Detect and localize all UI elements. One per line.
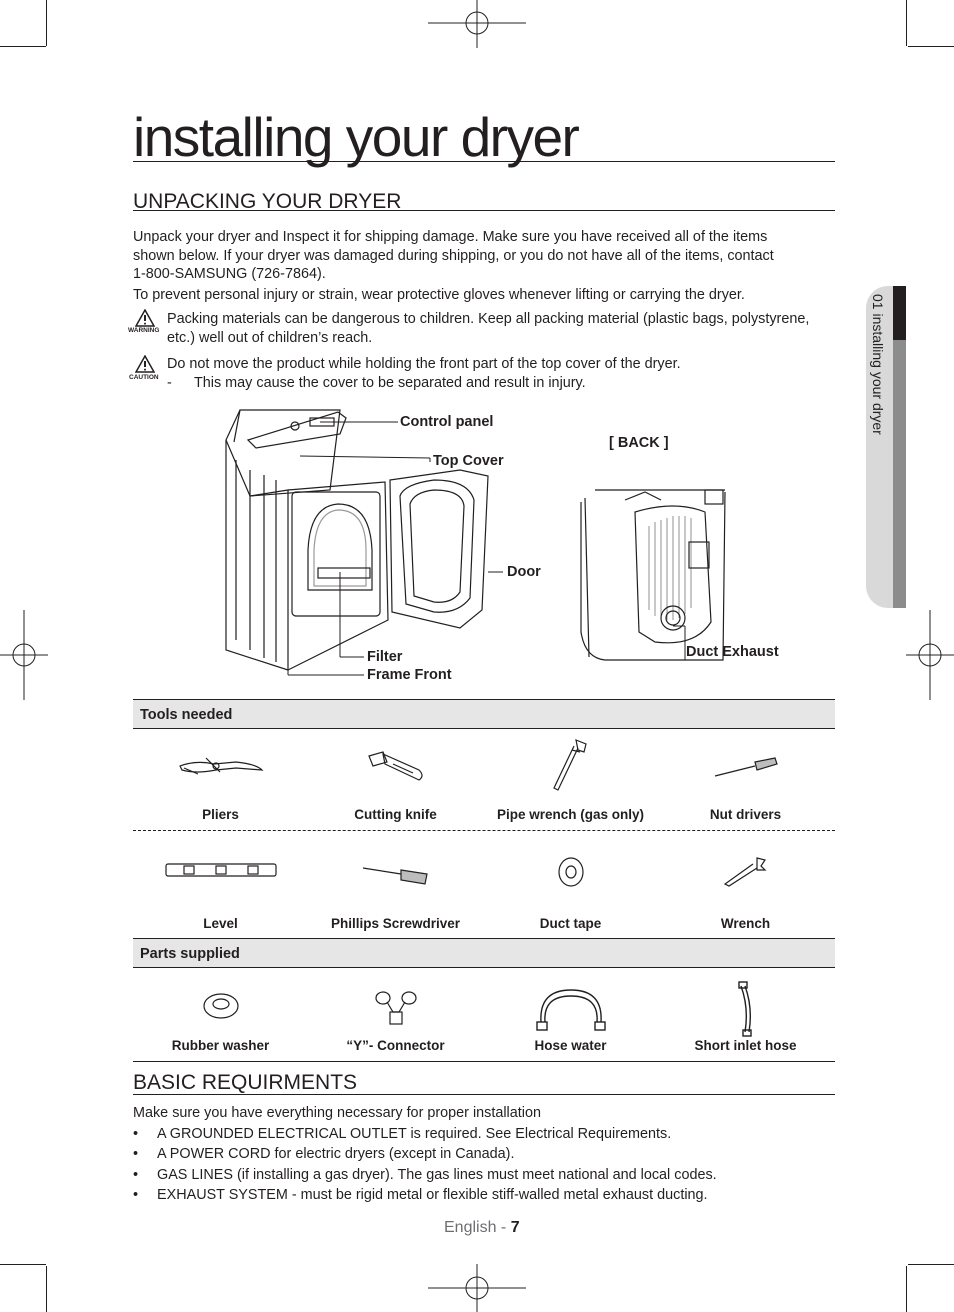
level-icon xyxy=(164,860,278,880)
phillips-screwdriver-icon xyxy=(361,862,431,888)
chapter-tab-label: 01 installing your dryer xyxy=(870,294,886,435)
parts-row xyxy=(133,968,835,1062)
y-connector-icon xyxy=(373,988,419,1028)
part-cell-short-inlet-hose xyxy=(658,968,833,1061)
part-cell-hose-water xyxy=(483,968,658,1061)
part-cell-y-connector xyxy=(308,968,483,1061)
tool-cell-nut-drivers xyxy=(658,730,833,830)
tool-cell-phillips-screwdriver xyxy=(308,832,483,938)
rubber-washer-icon xyxy=(201,990,241,1022)
pipe-wrench-icon xyxy=(546,736,596,796)
tool-cell-pipe-wrench xyxy=(483,730,658,830)
footer-language: English - xyxy=(444,1219,511,1236)
pliers-icon xyxy=(176,752,266,782)
part-label: “Y”- Connector xyxy=(346,1038,445,1053)
tool-label: Wrench xyxy=(720,916,771,931)
list-item-text: EXHAUST SYSTEM - must be rigid metal or flexible stiff-walled metal exhaust ducting. xyxy=(157,1187,708,1203)
tool-label: Pliers xyxy=(202,807,239,822)
caution-line: Do not move the product while holding the front part of the top cover of the dryer. xyxy=(167,356,681,372)
short-inlet-hose-icon xyxy=(731,980,761,1038)
tool-cell-cutting-knife xyxy=(308,730,483,830)
bullet: • xyxy=(133,1146,139,1162)
tool-label: Phillips Screwdriver xyxy=(330,916,461,931)
registration-mark-icon xyxy=(906,610,954,700)
crop-mark xyxy=(46,0,47,46)
unpacking-intro-line: Unpack your dryer and Inspect it for shipping damage. Make sure you have received all of the items xyxy=(133,229,768,245)
label-back: [ BACK ] xyxy=(609,435,669,451)
part-label: Hose water xyxy=(534,1038,607,1053)
dryer-back-illustration xyxy=(575,482,735,667)
nut-driver-icon xyxy=(711,752,781,782)
unpacking-intro-line: shown below. If your dryer was damaged during shipping, or you do not have all of the items, contact xyxy=(133,247,774,264)
tool-cell-pliers xyxy=(133,730,308,830)
crop-mark xyxy=(0,1264,46,1265)
tool-label: Cutting knife xyxy=(354,807,437,822)
warning-line: Packing materials can be dangerous to children. Keep all packing material (plastic bags, polystyrene, xyxy=(167,311,810,327)
tool-label: Nut drivers xyxy=(709,807,782,822)
tool-label: Level xyxy=(203,916,238,931)
unpacking-intro xyxy=(133,228,835,304)
label-frame-front: Frame Front xyxy=(367,667,452,683)
tool-label: Pipe wrench (gas only) xyxy=(496,807,645,822)
crop-mark xyxy=(906,0,907,46)
chapter-tab-bar xyxy=(893,340,906,608)
registration-mark-icon xyxy=(428,1264,526,1312)
page-number: 7 xyxy=(510,1219,520,1236)
tool-label: Duct tape xyxy=(539,916,602,931)
crop-mark xyxy=(0,46,46,47)
warning-icon xyxy=(135,309,155,327)
part-label: Short inlet hose xyxy=(694,1038,797,1053)
caution-icon xyxy=(135,355,155,373)
crop-mark xyxy=(908,46,954,47)
caution-label: CAUTION xyxy=(129,374,159,381)
unpacking-intro-line: 1-800-SAMSUNG (726-7864). xyxy=(133,266,326,282)
section-heading-unpacking: UNPACKING YOUR DRYER xyxy=(133,190,835,211)
water-hose-icon xyxy=(531,984,611,1034)
basic-intro: Make sure you have everything necessary for proper installation xyxy=(133,1105,541,1121)
caution-dash: - xyxy=(167,374,172,391)
list-item-text: A POWER CORD for electric dryers (except in Canada). xyxy=(157,1146,515,1162)
bullet: • xyxy=(133,1167,139,1183)
cutting-knife-icon xyxy=(361,746,431,786)
page-footer xyxy=(444,1219,520,1237)
warning-label: WARNING xyxy=(128,327,160,334)
part-cell-rubber-washer xyxy=(133,968,308,1061)
chapter-tab-marker xyxy=(893,286,906,340)
caution-subline xyxy=(167,374,837,393)
parts-table-header: Parts supplied xyxy=(133,938,835,968)
tools-row-1 xyxy=(133,730,835,830)
registration-mark-icon xyxy=(0,610,48,700)
crop-mark xyxy=(906,1266,907,1312)
bullet: • xyxy=(133,1187,139,1203)
bullet: • xyxy=(133,1126,139,1142)
dashed-divider xyxy=(133,830,835,831)
label-door: Door xyxy=(507,564,541,580)
section-heading-basic: BASIC REQUIRMENTS xyxy=(133,1071,835,1095)
dryer-front-illustration xyxy=(220,400,520,685)
wrench-icon xyxy=(721,854,771,894)
crop-mark xyxy=(908,1264,954,1265)
duct-tape-icon xyxy=(556,856,586,888)
caution-text xyxy=(167,355,837,392)
tool-cell-duct-tape xyxy=(483,832,658,938)
label-top-cover: Top Cover xyxy=(433,453,504,469)
page-title: installing your dryer xyxy=(133,104,835,162)
warning-text xyxy=(167,310,837,347)
label-filter: Filter xyxy=(367,649,403,665)
label-duct-exhaust: Duct Exhaust xyxy=(686,644,779,660)
tools-table-header: Tools needed xyxy=(133,699,835,729)
warning-line: etc.) well out of children’s reach. xyxy=(167,329,373,346)
tool-cell-wrench xyxy=(658,832,833,938)
tool-cell-level xyxy=(133,832,308,938)
crop-mark xyxy=(46,1266,47,1312)
list-item-text: A GROUNDED ELECTRICAL OUTLET is required. See Electrical Requirements. xyxy=(157,1126,672,1142)
label-control-panel: Control panel xyxy=(400,414,494,430)
unpacking-gloves-note: To prevent personal injury or strain, wear protective gloves whenever lifting or carrying the dryer. xyxy=(133,286,745,303)
tools-row-2 xyxy=(133,832,835,938)
caution-subtext: This may cause the cover to be separated and result in injury. xyxy=(194,374,586,391)
part-label: Rubber washer xyxy=(171,1038,270,1053)
list-item-text: GAS LINES (if installing a gas dryer). The gas lines must meet national and local codes. xyxy=(157,1167,717,1183)
registration-mark-icon xyxy=(428,0,526,48)
